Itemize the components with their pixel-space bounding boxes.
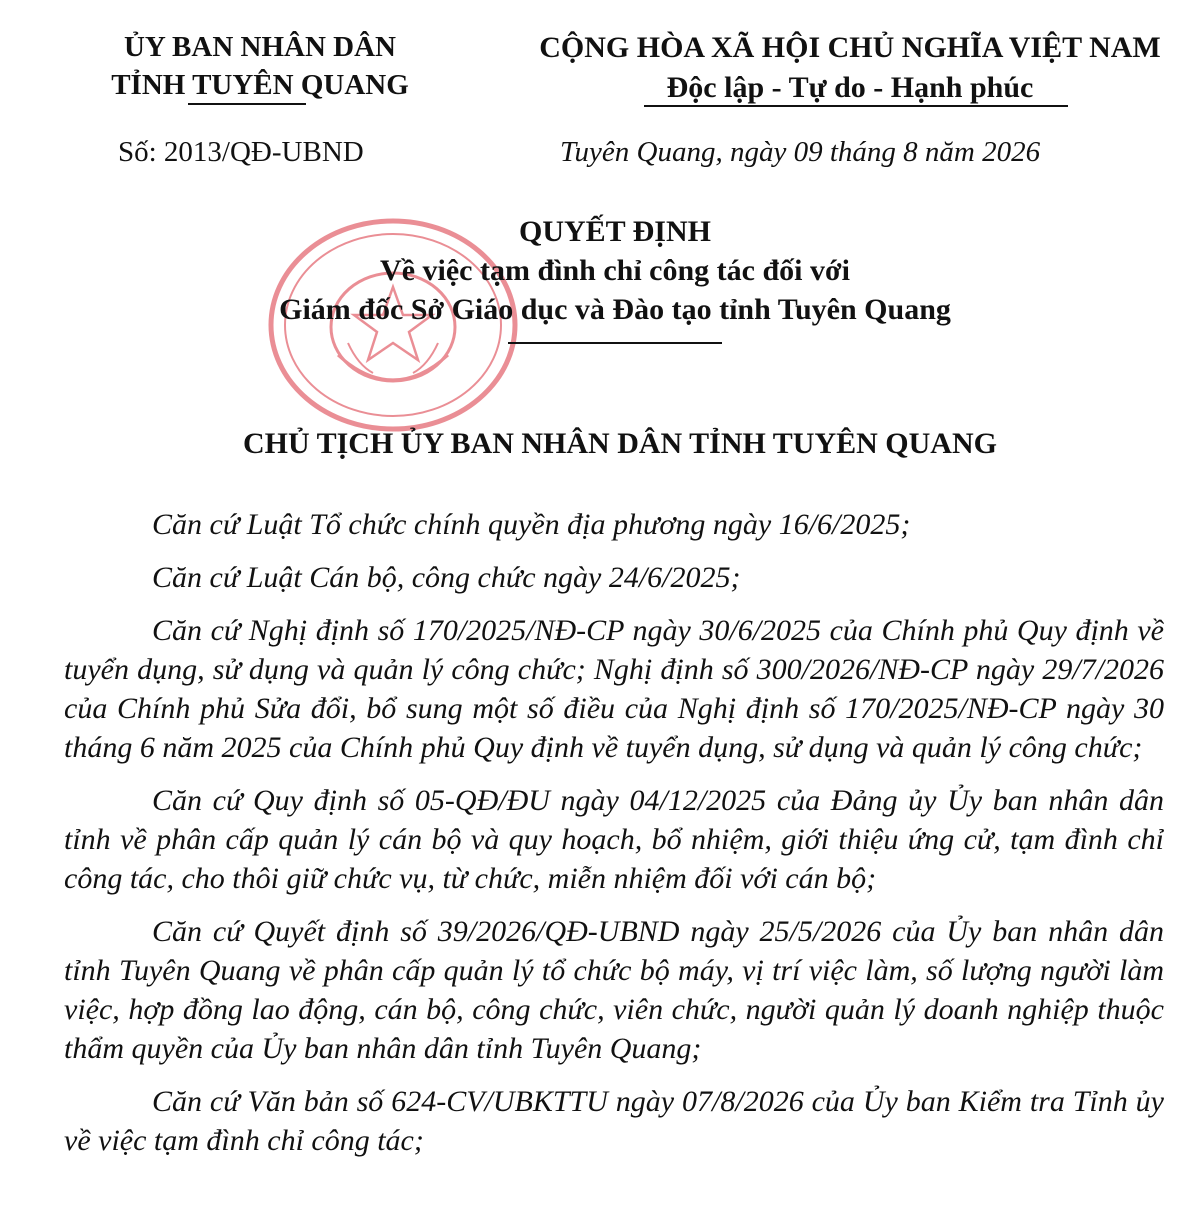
nation-line-1: CỘNG HÒA XÃ HỘI CHỦ NGHĨA VIỆT NAM <box>539 31 1161 64</box>
document-number: Số: 2013/QĐ-UBND <box>118 136 364 168</box>
agency-line-2: TỈNH TUYÊN QUANG <box>111 69 409 101</box>
paragraph: Căn cứ Văn bản số 624-CV/UBKTTU ngày 07/8/2026 của Ủy ban Kiểm tra Tỉnh ủy về việc tạm đình chỉ công tác; <box>64 1085 1164 1157</box>
paragraph: Căn cứ Quyết định số 39/2026/QĐ-UBND ngày 25/5/2026 của Ủy ban nhân dân tỉnh Tuyên Quang về phân cấp quản lý tổ chức bộ máy, vị trí việc làm, số lượng người làm việc, hợp đồng lao động, cán bộ, công chức, viên chức, người quản lý doanh nghiệp thuộc thẩm quyền của Ủy ban nhân dân tỉnh Tuyên Quang; <box>64 915 1164 1065</box>
title-line-3: Giám đốc Sở Giáo dục và Đào tạo tỉnh Tuyên Quang <box>279 293 951 326</box>
motto-underline <box>644 105 1068 107</box>
title-underline <box>508 342 722 344</box>
agency-line-1: ỦY BAN NHÂN DÂN <box>123 31 396 63</box>
paragraph: Căn cứ Nghị định số 170/2025/NĐ-CP ngày 30/6/2025 của Chính phủ Quy định về tuyển dụng, sử dụng và quản lý công chức; Nghị định số 300/2026/NĐ-CP ngày 29/7/2026 của Chính phủ Sửa đổi, bổ sung một số điều của Nghị định số 170/2025/NĐ-CP ngày 30 tháng 6 năm 2025 của Chính phủ Quy định về tuyển dụng, sử dụng và quản lý công chức; <box>64 614 1164 764</box>
agency-underline <box>188 103 306 105</box>
paragraph: Căn cứ Luật Cán bộ, công chức ngày 24/6/2025; <box>152 561 741 594</box>
national-heading <box>505 28 1195 108</box>
paragraph: Căn cứ Quy định số 05-QĐ/ĐU ngày 04/12/2025 của Đảng ủy Ủy ban nhân dân tỉnh về phân cấp quản lý cán bộ và quy hoạch, bổ nhiệm, giới thiệu ứng cử, tạm đình chỉ công tác, cho thôi giữ chức vụ, từ chức, miễn nhiệm đối với cán bộ; <box>64 784 1164 895</box>
issuer-heading: CHỦ TỊCH ỦY BAN NHÂN DÂN TỈNH TUYÊN QUANG <box>243 427 997 460</box>
nation-motto: Độc lập - Tự do - Hạnh phúc <box>666 71 1034 104</box>
issuing-agency <box>60 28 460 104</box>
title-line-1: QUYẾT ĐỊNH <box>519 215 711 248</box>
paragraph: Căn cứ Luật Tổ chức chính quyền địa phương ngày 16/6/2025; <box>152 508 911 541</box>
title-line-2: Về việc tạm đình chỉ công tác đối với <box>380 254 850 287</box>
document-date: Tuyên Quang, ngày 09 tháng 8 năm 2026 <box>560 136 1041 168</box>
legal-basis <box>64 505 1164 1174</box>
decision-title <box>150 212 1080 329</box>
